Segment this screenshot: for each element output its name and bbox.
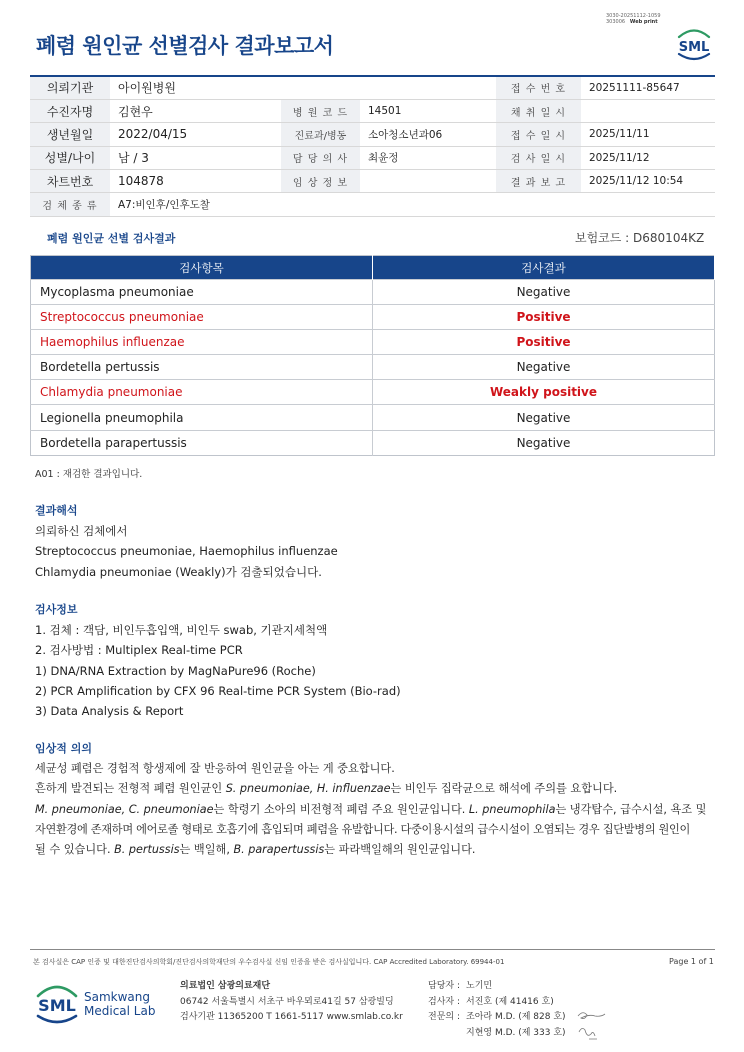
sml-logo-text: SML xyxy=(678,40,710,55)
test-info-line: 1) DNA/RNA Extraction by MagNaPure96 (Roche) xyxy=(35,663,316,678)
info-value: 김현우 xyxy=(110,99,281,122)
specimen-label: 검 체 종 류 xyxy=(30,193,110,216)
clinical-line xyxy=(35,779,725,799)
clinical-text: 될 수 있습니다. xyxy=(35,843,115,857)
test-item: Haemophilus influenzae xyxy=(31,330,373,355)
clinical-species: M. pneumoniae, C. pneumoniae xyxy=(35,802,214,816)
info-value: 소아청소년과06 xyxy=(360,123,496,146)
signature-icon xyxy=(575,1008,609,1044)
table-row xyxy=(31,305,715,330)
clinical-line xyxy=(35,800,725,820)
info-value: 남 / 3 xyxy=(110,146,281,169)
clinical-line xyxy=(35,840,725,860)
test-result: Positive xyxy=(373,305,715,330)
info-value: 2022/04/15 xyxy=(110,123,281,146)
test-item: Bordetella parapertussis xyxy=(31,430,373,455)
staff-row xyxy=(428,979,566,995)
col-result-header: 검사결과 xyxy=(373,256,715,280)
clinical-text: 는 비인두 집락균으로 해석에 주의를 요합니다. xyxy=(390,782,618,796)
info-label: 진료과/병동 xyxy=(281,123,360,146)
info-label xyxy=(281,76,360,99)
results-header-row xyxy=(31,256,715,280)
table-row xyxy=(31,405,715,430)
table-row xyxy=(31,380,715,405)
table-row xyxy=(31,330,715,355)
clinical-text: 는 학령기 소아의 비전형적 폐렴 주요 원인균입니다. xyxy=(213,802,469,816)
test-result: Negative xyxy=(373,280,715,305)
info-value: 2025/11/12 xyxy=(581,146,715,169)
print-code xyxy=(606,13,661,25)
org-name: 의료법인 삼광의료재단 xyxy=(180,981,271,991)
info-row xyxy=(30,170,715,193)
clinical-section xyxy=(35,739,725,860)
test-info-section xyxy=(35,600,401,721)
accreditation-note: 본 검사실은 CAP 인증 및 대한진단검사의학회/진단검사의학재단의 우수검사실 신임 인증을 받은 검사실입니다. CAP Accredited Laboratory. 69944-01 xyxy=(33,958,505,966)
clinical-text: 는 백일해, xyxy=(179,843,234,857)
staff-row xyxy=(428,1026,566,1042)
info-value xyxy=(581,99,715,122)
info-value: 2025/11/11 xyxy=(581,123,715,146)
print-code-line1: 3030-20251112-1059 xyxy=(606,13,661,19)
results-section-title: 폐렴 원인균 선별 검사결과 xyxy=(47,232,176,245)
print-code-line2: 303006 xyxy=(606,19,626,25)
info-label: 병 원 코 드 xyxy=(281,99,360,122)
clinical-species: S. pneumoniae, H. influenzae xyxy=(225,782,391,796)
info-label: 검 사 일 시 xyxy=(496,146,581,169)
info-label: 수진자명 xyxy=(30,99,110,122)
clinical-title: 임상적 의의 xyxy=(35,742,92,755)
logo-line2: Medical Lab xyxy=(84,1004,156,1018)
table-row xyxy=(31,355,715,380)
info-value xyxy=(360,170,496,193)
clinical-text: 흔하게 발견되는 전형적 폐렴 원인균인 xyxy=(35,782,226,796)
info-label: 의뢰기관 xyxy=(30,76,110,99)
insurance-code: 보험코드 : D680104KZ xyxy=(575,231,705,245)
table-row xyxy=(31,280,715,305)
test-item: Legionella pneumophila xyxy=(31,405,373,430)
info-value: 20251111-85647 xyxy=(581,76,715,99)
interpretation-line: 의뢰하신 검체에서 xyxy=(35,524,128,539)
info-value: 아이원병원 xyxy=(110,76,281,99)
interpretation-title: 결과해석 xyxy=(35,504,78,517)
test-result: Positive xyxy=(373,330,715,355)
info-label: 채 취 일 시 xyxy=(496,99,581,122)
staff-name: 지현영 M.D. (제 333 호) xyxy=(466,1027,566,1038)
staff-row xyxy=(428,995,566,1011)
staff-info xyxy=(428,979,566,1041)
test-result: Weakly positive xyxy=(373,380,715,405)
test-item: Bordetella pertussis xyxy=(31,355,373,380)
info-row xyxy=(30,193,715,216)
clinical-text: 는 냉각탑수, 급수시설, 욕조 및 xyxy=(555,802,707,816)
report-title: 폐렴 원인균 선별검사 결과보고서 xyxy=(36,34,334,58)
staff-name: 서진호 (제 41416 호) xyxy=(466,996,554,1007)
staff-name: 노기민 xyxy=(466,981,493,991)
test-info-line: 2) PCR Amplification by CFX 96 Real-time PCR System (Bio-rad) xyxy=(35,683,401,698)
info-value: 2025/11/12 10:54 xyxy=(581,170,715,193)
clinical-species: B. pertussis xyxy=(114,843,180,857)
interpretation-line: Chlamydia pneumoniae (Weakly)가 검출되었습니다. xyxy=(35,564,322,579)
test-result: Negative xyxy=(373,405,715,430)
test-info-title: 검사정보 xyxy=(35,603,78,616)
print-tag: Web print xyxy=(629,19,658,25)
staff-role: 검사자 : xyxy=(428,996,460,1007)
clinical-species: L. pneumophila xyxy=(468,802,556,816)
col-item-header: 검사항목 xyxy=(31,256,373,280)
footer-divider xyxy=(30,949,715,950)
info-label: 결 과 보 고 xyxy=(496,170,581,193)
org-address: 06742 서울특별시 서초구 바우뫼로41길 57 삼광빌딩 xyxy=(180,996,394,1007)
results-table xyxy=(30,255,715,456)
info-value: 14501 xyxy=(360,99,496,122)
info-label: 접 수 일 시 xyxy=(496,123,581,146)
test-result: Negative xyxy=(373,355,715,380)
retest-note: A01 : 재검한 결과입니다. xyxy=(35,469,143,480)
info-row xyxy=(30,123,715,146)
test-result: Negative xyxy=(373,430,715,455)
clinical-text: 는 파라백일해의 원인균입니다. xyxy=(324,843,476,857)
test-item: Mycoplasma pneumoniae xyxy=(31,280,373,305)
logo-line1: Samkwang xyxy=(84,990,150,1004)
staff-row xyxy=(428,1010,566,1026)
info-label: 생년월일 xyxy=(30,123,110,146)
clinical-species: B. parapertussis xyxy=(233,843,325,857)
test-item: Chlamydia pneumoniae xyxy=(31,380,373,405)
info-row xyxy=(30,146,715,169)
test-item: Streptococcus pneumoniae xyxy=(31,305,373,330)
page-number: Page 1 of 1 xyxy=(669,957,714,966)
logo-sml-text: SML xyxy=(38,996,76,1015)
org-info xyxy=(180,979,403,1026)
info-label: 차트번호 xyxy=(30,170,110,193)
test-info-line: 2. 검사방법 : Multiplex Real-time PCR xyxy=(35,643,243,658)
staff-role: 담당자 : xyxy=(428,981,460,991)
info-row xyxy=(30,99,715,122)
patient-info-table xyxy=(30,75,715,217)
info-value: 104878 xyxy=(110,170,281,193)
staff-name: 조아라 M.D. (제 828 호) xyxy=(466,1012,566,1022)
clinical-line: 세균성 폐렴은 경험적 항생제에 잘 반응하여 원인균을 아는 게 중요합니다. xyxy=(35,762,395,776)
info-row xyxy=(30,76,715,99)
test-info-line: 3) Data Analysis & Report xyxy=(35,704,184,719)
info-value: 최윤정 xyxy=(360,146,496,169)
interpretation-line: Streptococcus pneumoniae, Haemophilus influenzae xyxy=(35,544,338,559)
info-label: 접 수 번 호 xyxy=(496,76,581,99)
samkwang-logo-icon xyxy=(35,980,161,1026)
interpretation-section xyxy=(35,501,338,582)
table-row xyxy=(31,430,715,455)
org-contact: 검사기관 11365200 T 1661-5117 www.smlab.co.kr xyxy=(180,1012,403,1022)
test-info-line: 1. 검체 : 객담, 비인두흡입액, 비인두 swab, 기관지세척액 xyxy=(35,623,328,638)
specimen-value: A7:비인후/인후도찰 xyxy=(110,193,715,216)
staff-role: 전문의 : xyxy=(428,1012,460,1022)
info-label: 담 당 의 사 xyxy=(281,146,360,169)
info-value xyxy=(360,76,496,99)
info-label: 성별/나이 xyxy=(30,146,110,169)
info-label: 임 상 정 보 xyxy=(281,170,360,193)
sml-logo-icon xyxy=(674,26,714,62)
clinical-line: 자연환경에 존재하며 에어로졸 형태로 호흡기에 흡입되며 폐렴을 유발합니다. 다중이용시설의 급수시설이 오염되는 경우 집단발병의 원인이 xyxy=(35,822,691,836)
